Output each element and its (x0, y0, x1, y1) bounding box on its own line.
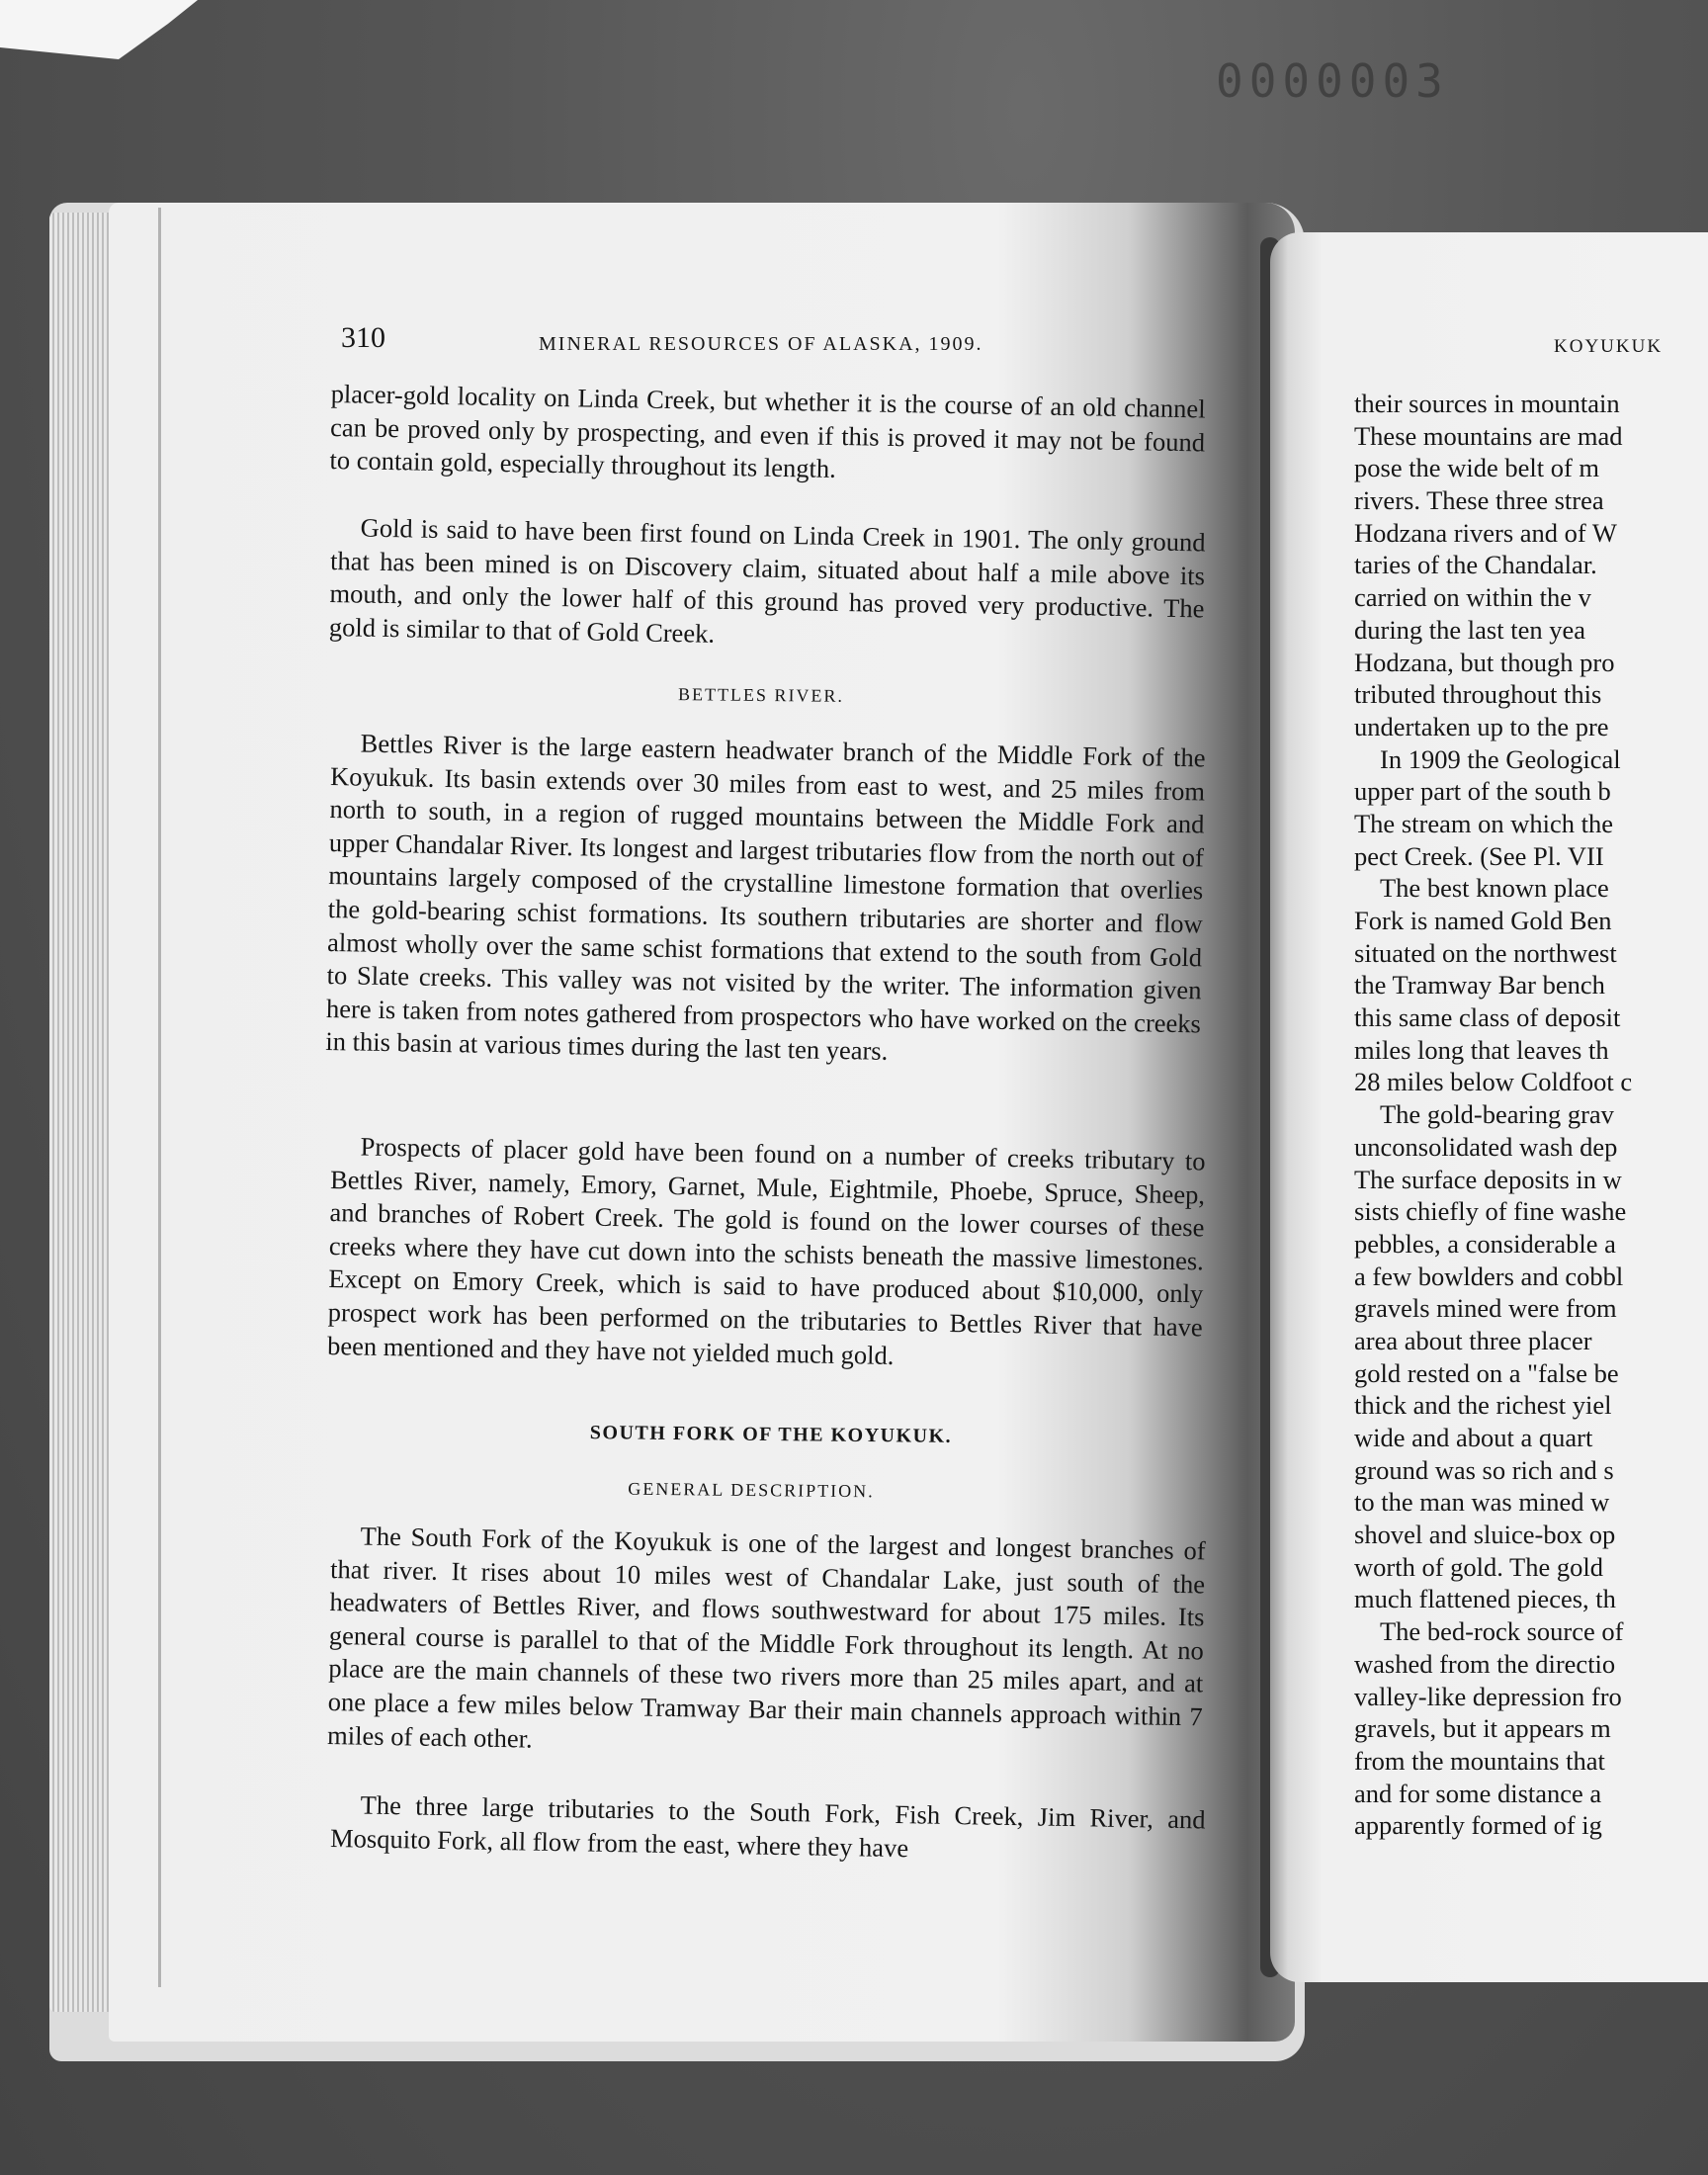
right-page-line: the Tramway Bar bench (1354, 970, 1605, 1000)
right-page-line: tributed throughout this (1354, 679, 1602, 710)
right-page-line: situated on the northwest (1354, 937, 1617, 968)
running-title: MINERAL RESOURCES OF ALASKA, 1909. (539, 333, 983, 355)
section-heading-south-fork: SOUTH FORK OF THE KOYUKUK. (589, 1422, 953, 1447)
left-running-head (341, 321, 1221, 361)
page-margin-line (158, 208, 161, 1987)
right-page-line: from the mountains that (1354, 1745, 1605, 1776)
right-page-line: rivers. These three strea (1354, 485, 1604, 516)
right-page-line: ground was so rich and s (1354, 1454, 1614, 1485)
right-page-line: miles long that leaves th (1354, 1034, 1609, 1065)
right-page-line: gravels, but it appears m (1354, 1713, 1611, 1744)
right-page-text (1354, 388, 1708, 1842)
right-page-line: a few bowlders and cobbl (1354, 1261, 1624, 1291)
right-page-line: The gold-bearing grav (1380, 1099, 1614, 1130)
right-page-line: The stream on which the (1354, 808, 1613, 838)
right-page-line: pebbles, a considerable a (1354, 1228, 1616, 1259)
right-page-line: washed from the directio (1354, 1648, 1616, 1679)
right-page-line: unconsolidated wash dep (1354, 1131, 1618, 1162)
right-page-line: taries of the Chandalar. (1354, 550, 1597, 580)
right-page-line: Fork is named Gold Ben (1354, 906, 1612, 935)
right-page-line: upper part of the south b (1354, 776, 1611, 807)
paragraph-gold-found (329, 511, 1206, 659)
page-number: 310 (341, 321, 385, 354)
right-page-line: sists chiefly of fine washe (1354, 1196, 1627, 1227)
right-page-line: Hodzana rivers and of W (1354, 517, 1617, 548)
section-heading-bettles: BETTLES RIVER. (677, 684, 845, 706)
paragraph-linda-creek (329, 378, 1206, 492)
paragraph-text: placer-gold locality on Linda Creek, but whether it is the course of an old channel can be proved only by prospecting, and even if this is proved it may not be found to contain gold, especially throughout its length. (329, 378, 1206, 484)
right-page-line: The surface deposits in w (1354, 1164, 1622, 1194)
paragraph-text: The South Fork of the Koyukuk is one of the largest and longest branches of that river. It rises about 10 miles west of Chandalar Lake, just south of the headwaters of Bettles River, and flows southwestward for about 175 miles. Its general course is parallel to that of the Middle Fork throughout its length. At no place are the main channels of these two rivers more than 25 miles apart, and at one place a few miles below Tramway Bar their main channels approach within 7 miles of each other. (326, 1521, 1206, 1754)
right-page-line: their sources in mountain (1354, 389, 1620, 418)
paragraph-text: Gold is said to have been first found on Linda Creek in 1901. The only ground that has been mined is on Discovery claim, situated about half a mile above its mouth, and only the lower half of this ground has proved very productive. The gold is similar to that of Gold Creek. (328, 512, 1206, 649)
right-page-line: thick and the richest yiel (1354, 1390, 1612, 1421)
right-page-line: Hodzana, but though pro (1354, 647, 1615, 677)
paragraph-text: Bettles River is the large eastern headwater branch of the Middle Fork of the Koyukuk. Its basin extends over 30 miles from east to west, and 25 miles from north to south, in a region of rugged mountains between the Middle Fork and upper Chandalar River. Its longest and largest tributaries flow from the north out of mountains largely composed of the crystalline limestone formation that overlies the gold-bearing schist formations. Its southern tributaries are shorter and flow almost wholly over the same schist formations that extend to the south from Gold to Slate creeks. This valley was not visited by the writer. The information given here is taken from notes gathered from prospectors who have worked on the creeks in this basin at various times during the last ten years. (325, 728, 1206, 1067)
right-page-line: undertaken up to the pre (1354, 711, 1609, 741)
right-page-line: The bed-rock source of (1380, 1616, 1624, 1647)
right-page-line: valley-like depression fro (1354, 1681, 1622, 1711)
right-page-line: shovel and sluice-box op (1354, 1520, 1616, 1550)
paragraph-text: The three large tributaries to the South Fork, Fish Creek, Jim River, and Mosquito Fork, all flow from the east, where they have (329, 1789, 1206, 1863)
right-page-line: during the last ten yea (1354, 614, 1586, 645)
paragraph-text: Prospects of placer gold have been found on a number of creeks tributary to Bettles River, namely, Emory, Garnet, Mule, Eightmile, Phoebe, Spruce, Sheep, and branches of Robert Creek. The gold is found on the lower courses of these creeks where they have cut down into the schists beneath the massive limestones. Except on Emory Creek, which is said to have produced about $10,000, only prospect work has been performed on the tributaries to Bettles River that have been mentioned and they have not yielded much gold. (326, 1131, 1206, 1370)
paragraph-south-fork-1 (327, 1520, 1206, 1768)
right-page-line: 28 miles below Coldfoot c (1354, 1067, 1633, 1097)
right-page-line: gold rested on a "false be (1354, 1357, 1619, 1388)
right-page-line: worth of gold. The gold (1354, 1551, 1603, 1582)
subheading-general-description: GENERAL DESCRIPTION. (628, 1478, 875, 1502)
paragraph-bettles-1 (325, 727, 1206, 1074)
right-page-line: gravels mined were from (1354, 1293, 1617, 1324)
right-page-line: The best known place (1380, 873, 1609, 904)
right-page-line: much flattened pieces, th (1354, 1584, 1616, 1614)
right-page-line: These mountains are mad (1354, 420, 1623, 451)
right-page-line: apparently formed of ig (1354, 1810, 1602, 1841)
right-page-line: this same class of deposit (1354, 1002, 1621, 1033)
paragraph-bettles-2 (327, 1130, 1206, 1378)
right-page-line: pose the wide belt of m (1354, 453, 1600, 483)
right-page-line: In 1909 the Geological (1380, 743, 1621, 774)
right-page-line: to the man was mined w (1354, 1487, 1610, 1518)
page-stamp: 0000003 (1216, 54, 1449, 108)
right-page-line: wide and about a quart (1354, 1423, 1593, 1452)
right-page-line: pect Creek. (See Pl. VII (1354, 840, 1604, 871)
right-running-head: KOYUKUK (1554, 336, 1664, 357)
right-page-line: and for some distance a (1354, 1778, 1602, 1808)
right-page-line: area about three placer (1354, 1325, 1592, 1355)
right-page-line: carried on within the v (1354, 582, 1591, 613)
